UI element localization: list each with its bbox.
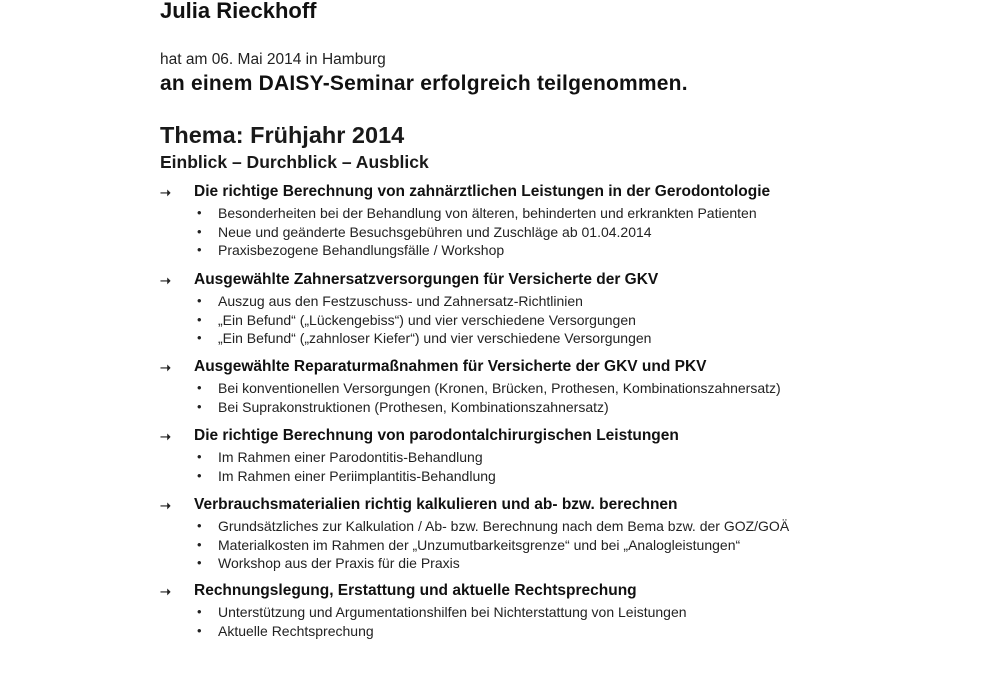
list-item xyxy=(194,241,757,260)
attendance-line: hat am 06. Mai 2014 in Hamburg xyxy=(160,51,386,68)
bullet-list xyxy=(194,448,496,485)
bullet-text: Praxisbezogene Behandlungsfälle / Workshop xyxy=(218,242,505,258)
bullet-icon: • xyxy=(197,242,202,257)
bullet-icon: • xyxy=(197,311,202,327)
bullet-icon: • xyxy=(197,293,202,308)
bullet-list xyxy=(194,292,651,348)
bullet-text: Besonderheiten bei der Behandlung von älteren, behinderten und erkrankten Patienten xyxy=(218,205,757,221)
bullet-text: Aktuelle Rechtsprechung xyxy=(218,622,374,639)
bullet-list xyxy=(194,379,781,416)
list-item xyxy=(194,311,651,330)
arrow-icon: ➝ xyxy=(160,185,171,200)
bullet-text: Neue und geänderte Besuchsgebühren und Zuschläge ab 01.04.2014 xyxy=(218,223,652,240)
list-item xyxy=(194,603,687,622)
arrow-icon: ➝ xyxy=(160,273,171,288)
list-item xyxy=(194,517,789,536)
topic-title: Thema: Frühjahr 2014 xyxy=(160,122,405,148)
list-item xyxy=(194,223,757,242)
bullet-list xyxy=(194,517,789,573)
bullet-text: Bei konventionellen Versorgungen (Kronen, Brücken, Prothesen, Kombinationszahnersatz) xyxy=(218,380,781,396)
list-item xyxy=(194,398,781,417)
bullet-text: „Ein Befund“ („Lückengebiss“) und vier verschiedene Versorgungen xyxy=(218,311,636,328)
completion-line: an einem DAISY-Seminar erfolgreich teilgenommen. xyxy=(160,72,688,95)
list-item xyxy=(194,379,781,398)
bullet-text: Im Rahmen einer Parodontitis-Behandlung xyxy=(218,449,483,465)
bullet-list xyxy=(194,603,687,640)
list-item xyxy=(194,329,651,348)
bullet-icon: • xyxy=(197,467,202,483)
bullet-text: Bei Suprakonstruktionen (Prothesen, Kombinationszahnersatz) xyxy=(218,398,609,415)
bullet-icon: • xyxy=(197,555,202,570)
bullet-icon: • xyxy=(197,330,202,345)
bullet-text: Unterstützung und Argumentationshilfen bei Nichterstattung von Leistungen xyxy=(218,604,687,620)
arrow-icon: ➝ xyxy=(160,360,171,375)
bullet-icon: • xyxy=(197,536,202,552)
list-item xyxy=(194,204,757,223)
bullet-icon: • xyxy=(197,380,202,395)
list-item xyxy=(194,536,789,555)
bullet-icon: • xyxy=(197,518,202,533)
section-title: Verbrauchsmaterialien richtig kalkulieren und ab- bzw. berechnen xyxy=(194,496,678,513)
section-title: Rechnungslegung, Erstattung und aktuelle Rechtsprechung xyxy=(194,582,637,599)
bullet-text: Im Rahmen einer Periimplantitis-Behandlung xyxy=(218,467,496,484)
arrow-icon: ➝ xyxy=(160,584,171,599)
bullet-text: Materialkosten im Rahmen der „Unzumutbarkeitsgrenze“ und bei „Analogleistungen“ xyxy=(218,536,741,553)
bullet-text: Grundsätzliches zur Kalkulation / Ab- bzw. Berechnung nach dem Bema bzw. der GOZ/GOÄ xyxy=(218,518,790,534)
bullet-icon: • xyxy=(197,449,202,464)
bullet-icon: • xyxy=(197,205,202,220)
section-title: Ausgewählte Zahnersatzversorgungen für Versicherte der GKV xyxy=(194,271,659,288)
bullet-icon: • xyxy=(197,223,202,239)
arrow-icon: ➝ xyxy=(160,429,171,444)
topic-subtitle: Einblick – Durchblick – Ausblick xyxy=(160,152,429,172)
list-item xyxy=(194,622,687,641)
bullet-text: Workshop aus der Praxis für die Praxis xyxy=(218,555,460,571)
bullet-icon: • xyxy=(197,398,202,414)
bullet-text: Auszug aus den Festzuschuss- und Zahnersatz-Richtlinien xyxy=(218,293,583,309)
list-item xyxy=(194,292,651,311)
arrow-icon: ➝ xyxy=(160,498,171,513)
bullet-icon: • xyxy=(197,604,202,619)
list-item xyxy=(194,448,496,467)
section-title: Ausgewählte Reparaturmaßnahmen für Versicherte der GKV und PKV xyxy=(194,358,707,375)
bullet-text: „Ein Befund“ („zahnloser Kiefer“) und vier verschiedene Versorgungen xyxy=(218,330,652,346)
list-item xyxy=(194,554,789,573)
list-item xyxy=(194,467,496,486)
section-title: Die richtige Berechnung von parodontalchirurgischen Leistungen xyxy=(194,427,679,444)
bullet-icon: • xyxy=(197,622,202,638)
recipient-name: Julia Rieckhoff xyxy=(160,0,317,23)
section-title: Die richtige Berechnung von zahnärztlichen Leistungen in der Gerodontologie xyxy=(194,183,771,200)
bullet-list xyxy=(194,204,757,260)
